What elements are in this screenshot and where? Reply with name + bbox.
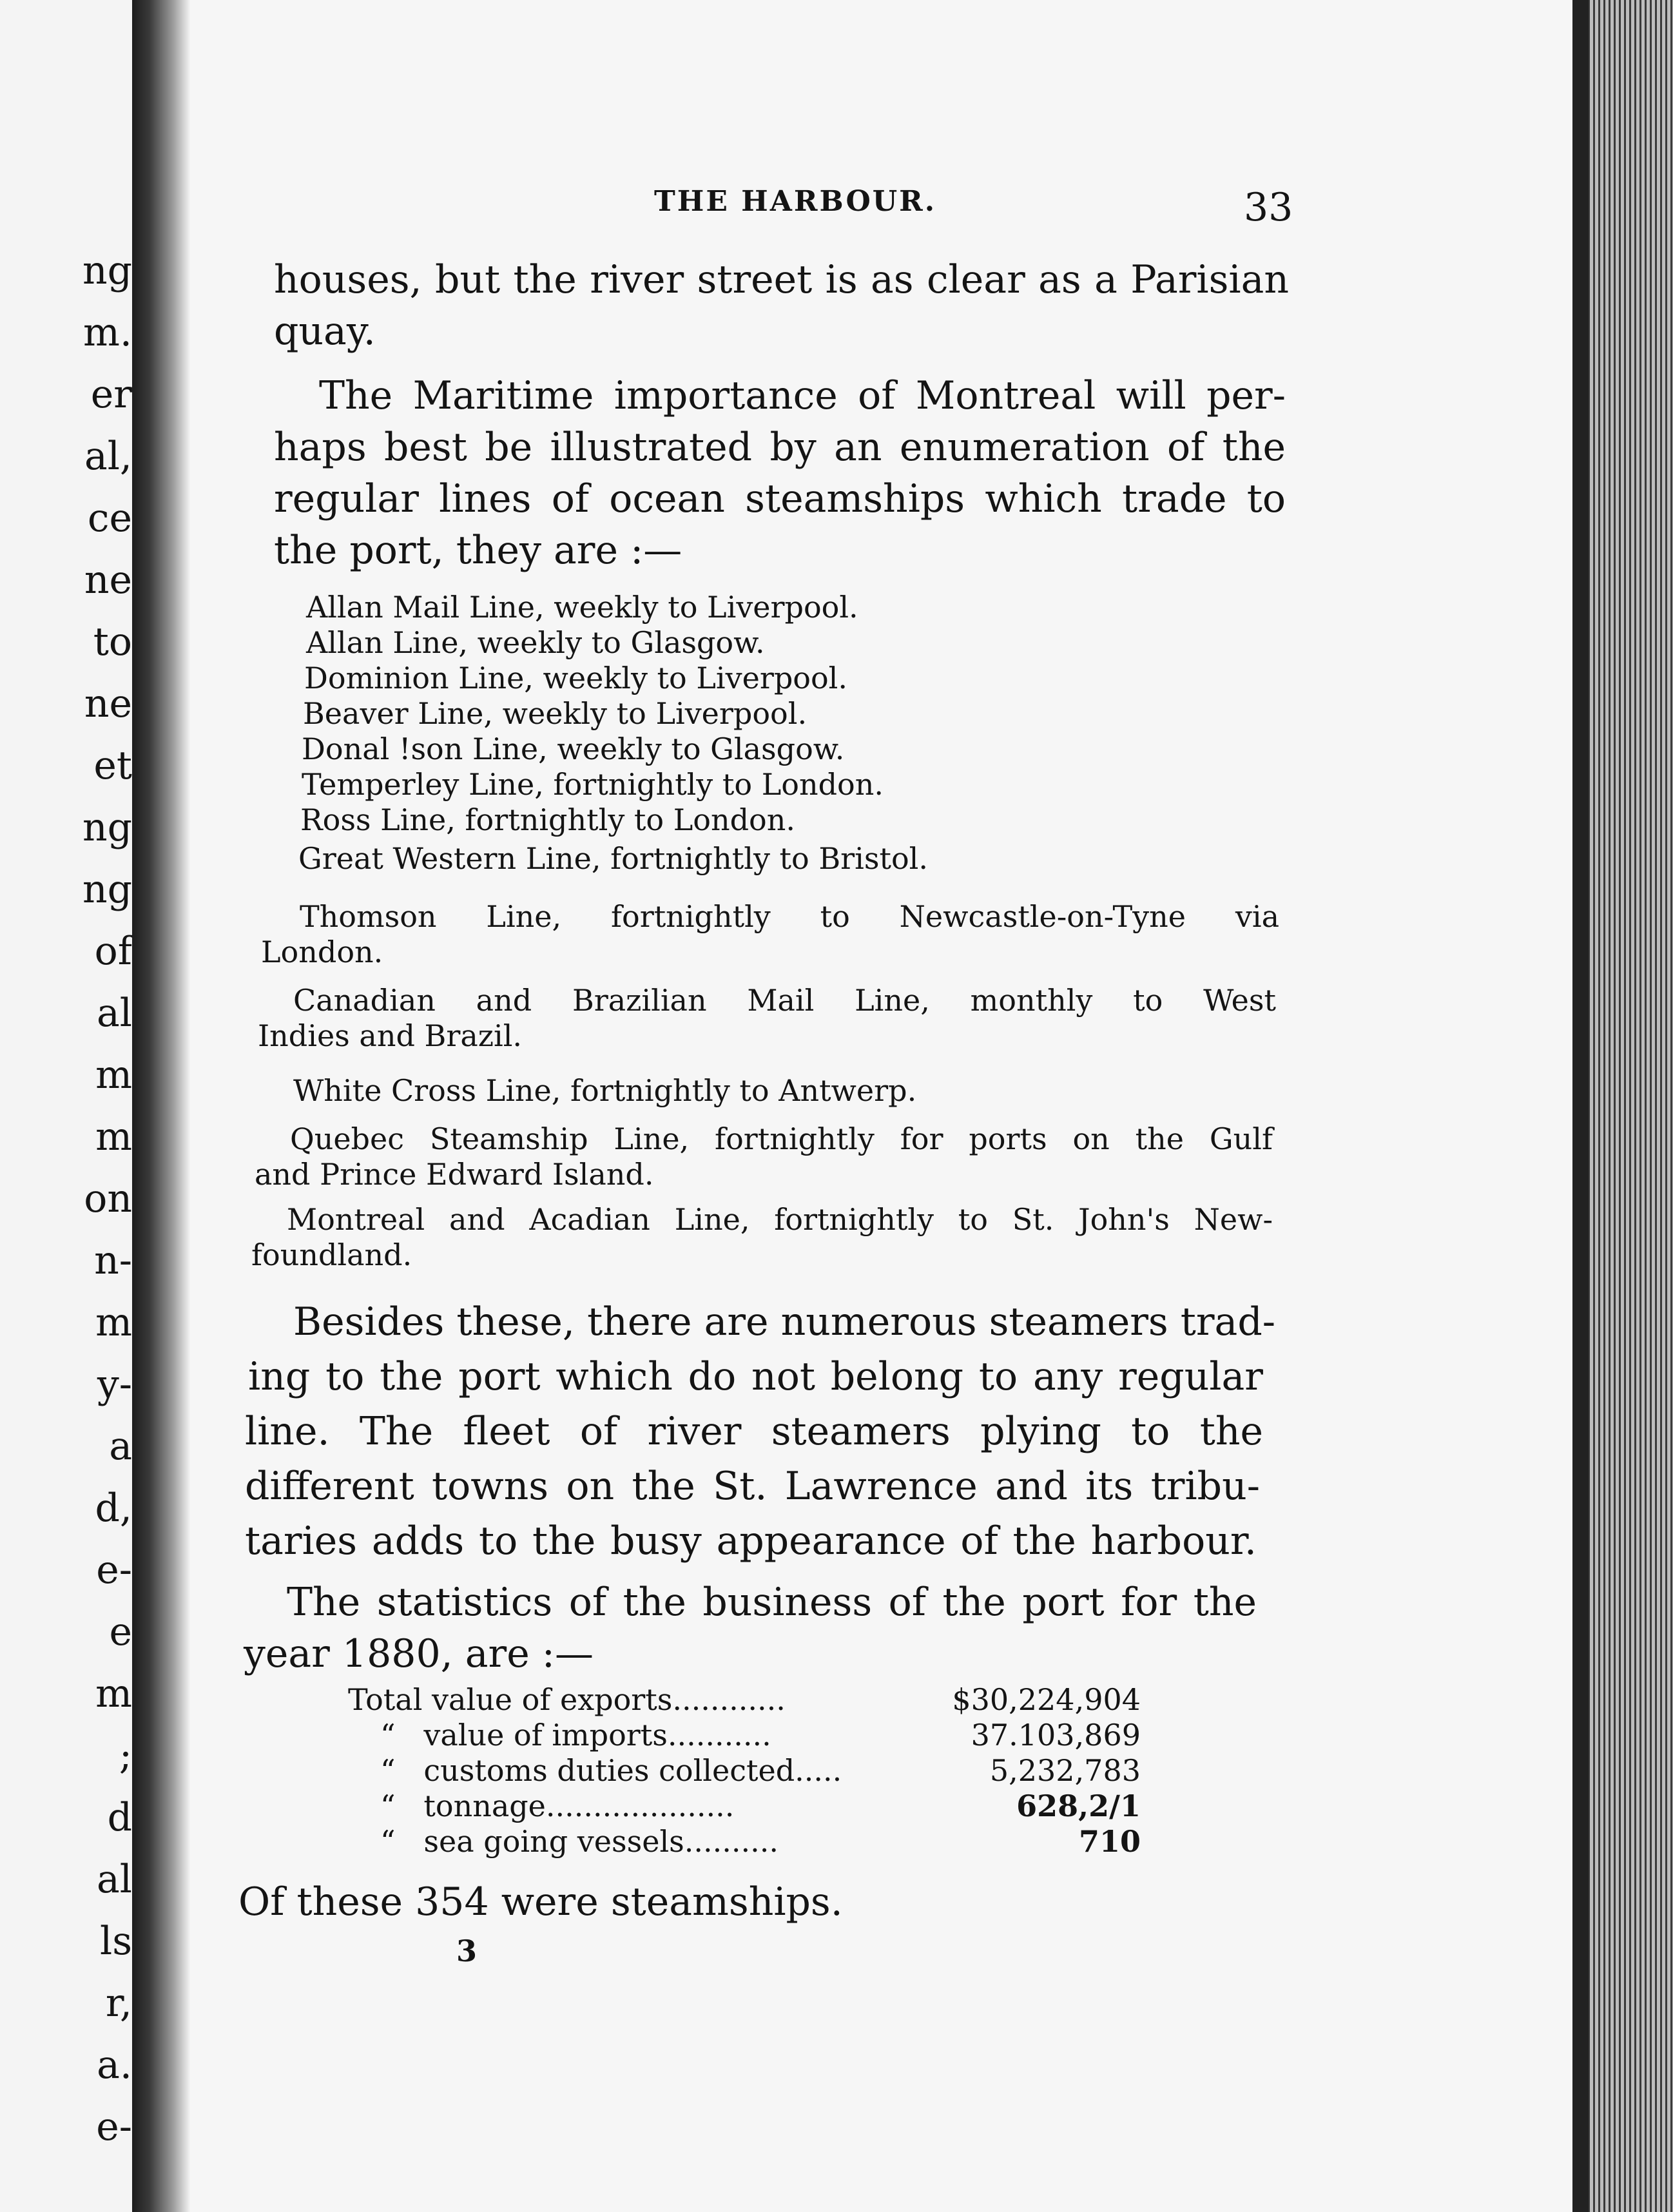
steamship-line-item: Allan Mail Line, weekly to Liverpool. [306, 590, 858, 625]
paragraph-3-line-1: Besides these, there are numerous steamers trad- [293, 1299, 1275, 1344]
left-page-fragment-text: ce [87, 496, 132, 541]
statistics-label: “ value of imports........... [380, 1718, 771, 1752]
paragraph-2-line-3: regular lines of ocean steamships which trade to [274, 476, 1286, 521]
montreal-line-2: foundland. [251, 1237, 412, 1272]
statistics-value: 710 [1078, 1824, 1141, 1859]
steamship-line-item: Allan Line, weekly to Glasgow. [306, 625, 765, 660]
steamship-line-item: Great Western Line, fortnightly to Bristol. [298, 841, 928, 876]
left-page-fragment-text: of [94, 929, 132, 974]
quebec-line-2: and Prince Edward Island. [255, 1157, 654, 1192]
left-page-fragment-text: ne [84, 558, 132, 603]
white-cross-line: White Cross Line, fortnightly to Antwerp. [293, 1073, 917, 1108]
statistics-value: 628,2/1 [1016, 1789, 1141, 1823]
paragraph-2-line-2: haps best be illustrated by an enumeration of the [274, 425, 1286, 470]
left-page-fragment-text: ; [119, 1733, 132, 1778]
steamship-line-item: Beaver Line, weekly to Liverpool. [303, 696, 807, 731]
paragraph-3-line-2: ing to the port which do not belong to any regular [248, 1354, 1263, 1399]
paragraph-3-line-3: line. The fleet of river steamers plying to the [245, 1409, 1263, 1454]
left-page-fragment-text: m [95, 1300, 132, 1345]
left-page-fragment-text: d, [95, 1486, 132, 1531]
canadian-line-2: Indies and Brazil. [258, 1018, 523, 1053]
left-page-fragment-text: a. [97, 2042, 132, 2088]
left-page-fragment-text: on [84, 1176, 132, 1221]
signature-mark: 3 [456, 1934, 478, 1968]
paragraph-3-line-5: taries adds to the busy appearance of the harbour. [245, 1518, 1257, 1564]
paragraph-3-line-4: different towns on the St. Lawrence and its tribu- [245, 1464, 1260, 1509]
left-page-fragment-text: to [93, 619, 132, 665]
left-page-fragment [0, 0, 132, 2212]
montreal-line-1: Montreal and Acadian Line, fortnightly to St. John's New- [287, 1202, 1273, 1237]
left-page-fragment-text: e- [96, 1547, 132, 1593]
left-page-fragment-text: e [109, 1609, 132, 1654]
left-page-fragment-text: m. [83, 310, 132, 355]
thomson-line-2: London. [261, 935, 383, 969]
left-page-fragment-text: n- [94, 1238, 132, 1283]
left-page-fragment-text: y- [97, 1362, 132, 1407]
canadian-line-1: Canadian and Brazilian Mail Line, monthly to West [293, 983, 1276, 1018]
left-page-fragment-text: ne [84, 681, 132, 726]
paragraph-4-line-2: year 1880, are :— [244, 1631, 594, 1676]
statistics-value: 5,232,783 [989, 1753, 1141, 1788]
closing-line: Of these 354 were steamships. [238, 1879, 843, 1925]
left-page-fragment-text: al [97, 991, 132, 1036]
paragraph-1-line-2: quay. [274, 309, 376, 354]
statistics-label: “ tonnage.................... [380, 1789, 735, 1823]
left-page-fragment-text: ng [82, 805, 132, 850]
statistics-value: $30,224,904 [952, 1682, 1141, 1717]
left-page-fragment-text: et [93, 743, 132, 788]
statistics-label: “ customs duties collected..... [380, 1753, 842, 1788]
left-page-fragment-text: d [107, 1795, 132, 1840]
running-title: THE HARBOUR. [654, 185, 937, 218]
steamship-line-item: Ross Line, fortnightly to London. [300, 802, 795, 837]
left-page-fragment-text: ng [82, 248, 132, 293]
paragraph-2-line-4: the port, they are :— [274, 528, 682, 573]
left-page-fragment-text: ls [100, 1919, 132, 1964]
left-page-fragment-text: ng [82, 867, 132, 912]
paragraph-1-line-1: houses, but the river street is as clear as a Parisian [274, 257, 1289, 302]
paragraph-2-line-1: The Maritime importance of Montreal will per- [319, 373, 1286, 418]
steamship-line-item: Donal !son Line, weekly to Glasgow. [302, 732, 845, 766]
page-number: 33 [1244, 185, 1293, 230]
left-page-fragment-text: er [90, 372, 132, 417]
left-page-fragment-text: al [97, 1857, 132, 1902]
left-page-fragment-text: r, [105, 1981, 132, 2026]
left-page-fragment-text: al, [84, 434, 132, 479]
left-page-fragment-text: e- [96, 2104, 132, 2149]
statistics-label: “ sea going vessels.......... [380, 1824, 778, 1859]
paragraph-4-line-1: The statistics of the business of the port for the [287, 1580, 1257, 1625]
statistics-value: 37.103,869 [971, 1718, 1141, 1752]
thomson-line-1: Thomson Line, fortnightly to Newcastle-on-Tyne via [300, 899, 1279, 934]
left-page-fragment-text: m [95, 1053, 132, 1098]
left-page-fragment-text: a [109, 1424, 132, 1469]
page-edges [1572, 0, 1673, 2212]
book-gutter [132, 0, 190, 2212]
steamship-line-item: Temperley Line, fortnightly to London. [302, 767, 884, 802]
left-page-fragment-text: m [95, 1114, 132, 1159]
steamship-line-item: Dominion Line, weekly to Liverpool. [304, 661, 847, 695]
statistics-label: Total value of exports............ [348, 1682, 786, 1717]
left-page-fragment-text: m [95, 1671, 132, 1716]
quebec-line-1: Quebec Steamship Line, fortnightly for ports on the Gulf [290, 1121, 1273, 1156]
